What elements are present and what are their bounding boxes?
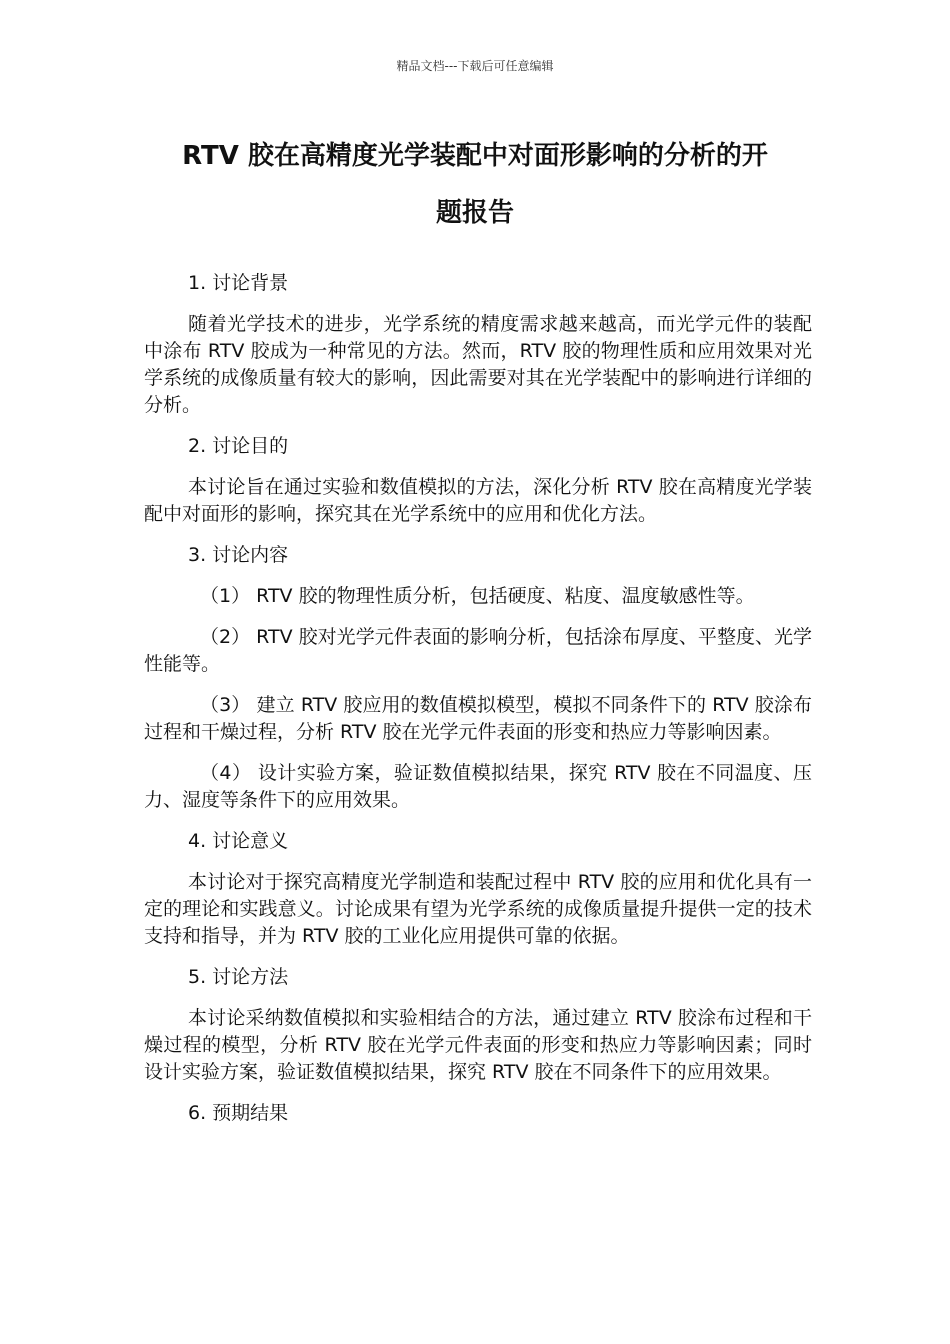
section-paragraph-significance: 本讨论对于探究高精度光学制造和装配过程中 RTV 胶的应用和优化具有一定的理论和实践意义。讨论成果有望为光学系统的成像质量提升提供一定的技术支持和指导，并为 RTV 胶的工业化应用提供可靠的依据。: [144, 871, 812, 947]
section-heading-expected-results: 6. 预期结果: [188, 1102, 289, 1124]
content-item-3: （3） 建立 RTV 胶应用的数值模拟模型，模拟不同条件下的 RTV 胶涂布过程和干燥过程，分析 RTV 胶在光学元件表面的形变和热应力等影响因素。: [144, 694, 812, 743]
content-item-2: （2） RTV 胶对光学元件表面的影响分析，包括涂布厚度、平整度、光学性能等。: [144, 626, 812, 675]
section-paragraph-method: 本讨论采纳数值模拟和实验相结合的方法，通过建立 RTV 胶涂布过程和干燥过程的模型，分析 RTV 胶在光学元件表面的形变和热应力等影响因素；同时设计实验方案，验证数值模拟结果，探究 RTV 胶在不同条件下的应用效果。: [144, 1007, 812, 1083]
title-line-2: 题报告: [435, 198, 514, 228]
document-body: [144, 270, 812, 1141]
section-paragraph-background: 随着光学技术的进步，光学系统的精度需求越来越高，而光学元件的装配中涂布 RTV 胶成为一种常见的方法。然而，RTV 胶的物理性质和应用效果对光学系统的成像质量有较大的影响，因此需要对其在光学装配中的影响进行详细的分析。: [144, 313, 812, 416]
section-heading-significance: 4. 讨论意义: [188, 830, 289, 852]
document-title: [140, 128, 810, 242]
content-item-4: （4） 设计实验方案，验证数值模拟结果，探究 RTV 胶在不同温度、压力、湿度等条件下的应用效果。: [144, 762, 812, 811]
section-paragraph-purpose: 本讨论旨在通过实验和数值模拟的方法，深化分析 RTV 胶在高精度光学装配中对面形的影响，探究其在光学系统中的应用和优化方法。: [144, 476, 812, 525]
title-line-1: RTV 胶在高精度光学装配中对面形影响的分析的开: [182, 141, 768, 171]
content-item-1: （1） RTV 胶的物理性质分析，包括硬度、粘度、温度敏感性等。: [200, 585, 755, 607]
section-heading-background: 1. 讨论背景: [188, 272, 289, 294]
section-heading-method: 5. 讨论方法: [188, 966, 289, 988]
page-header: 精品文档---下载后可任意编辑: [396, 59, 554, 73]
section-heading-purpose: 2. 讨论目的: [188, 435, 289, 457]
section-heading-content: 3. 讨论内容: [188, 544, 289, 566]
